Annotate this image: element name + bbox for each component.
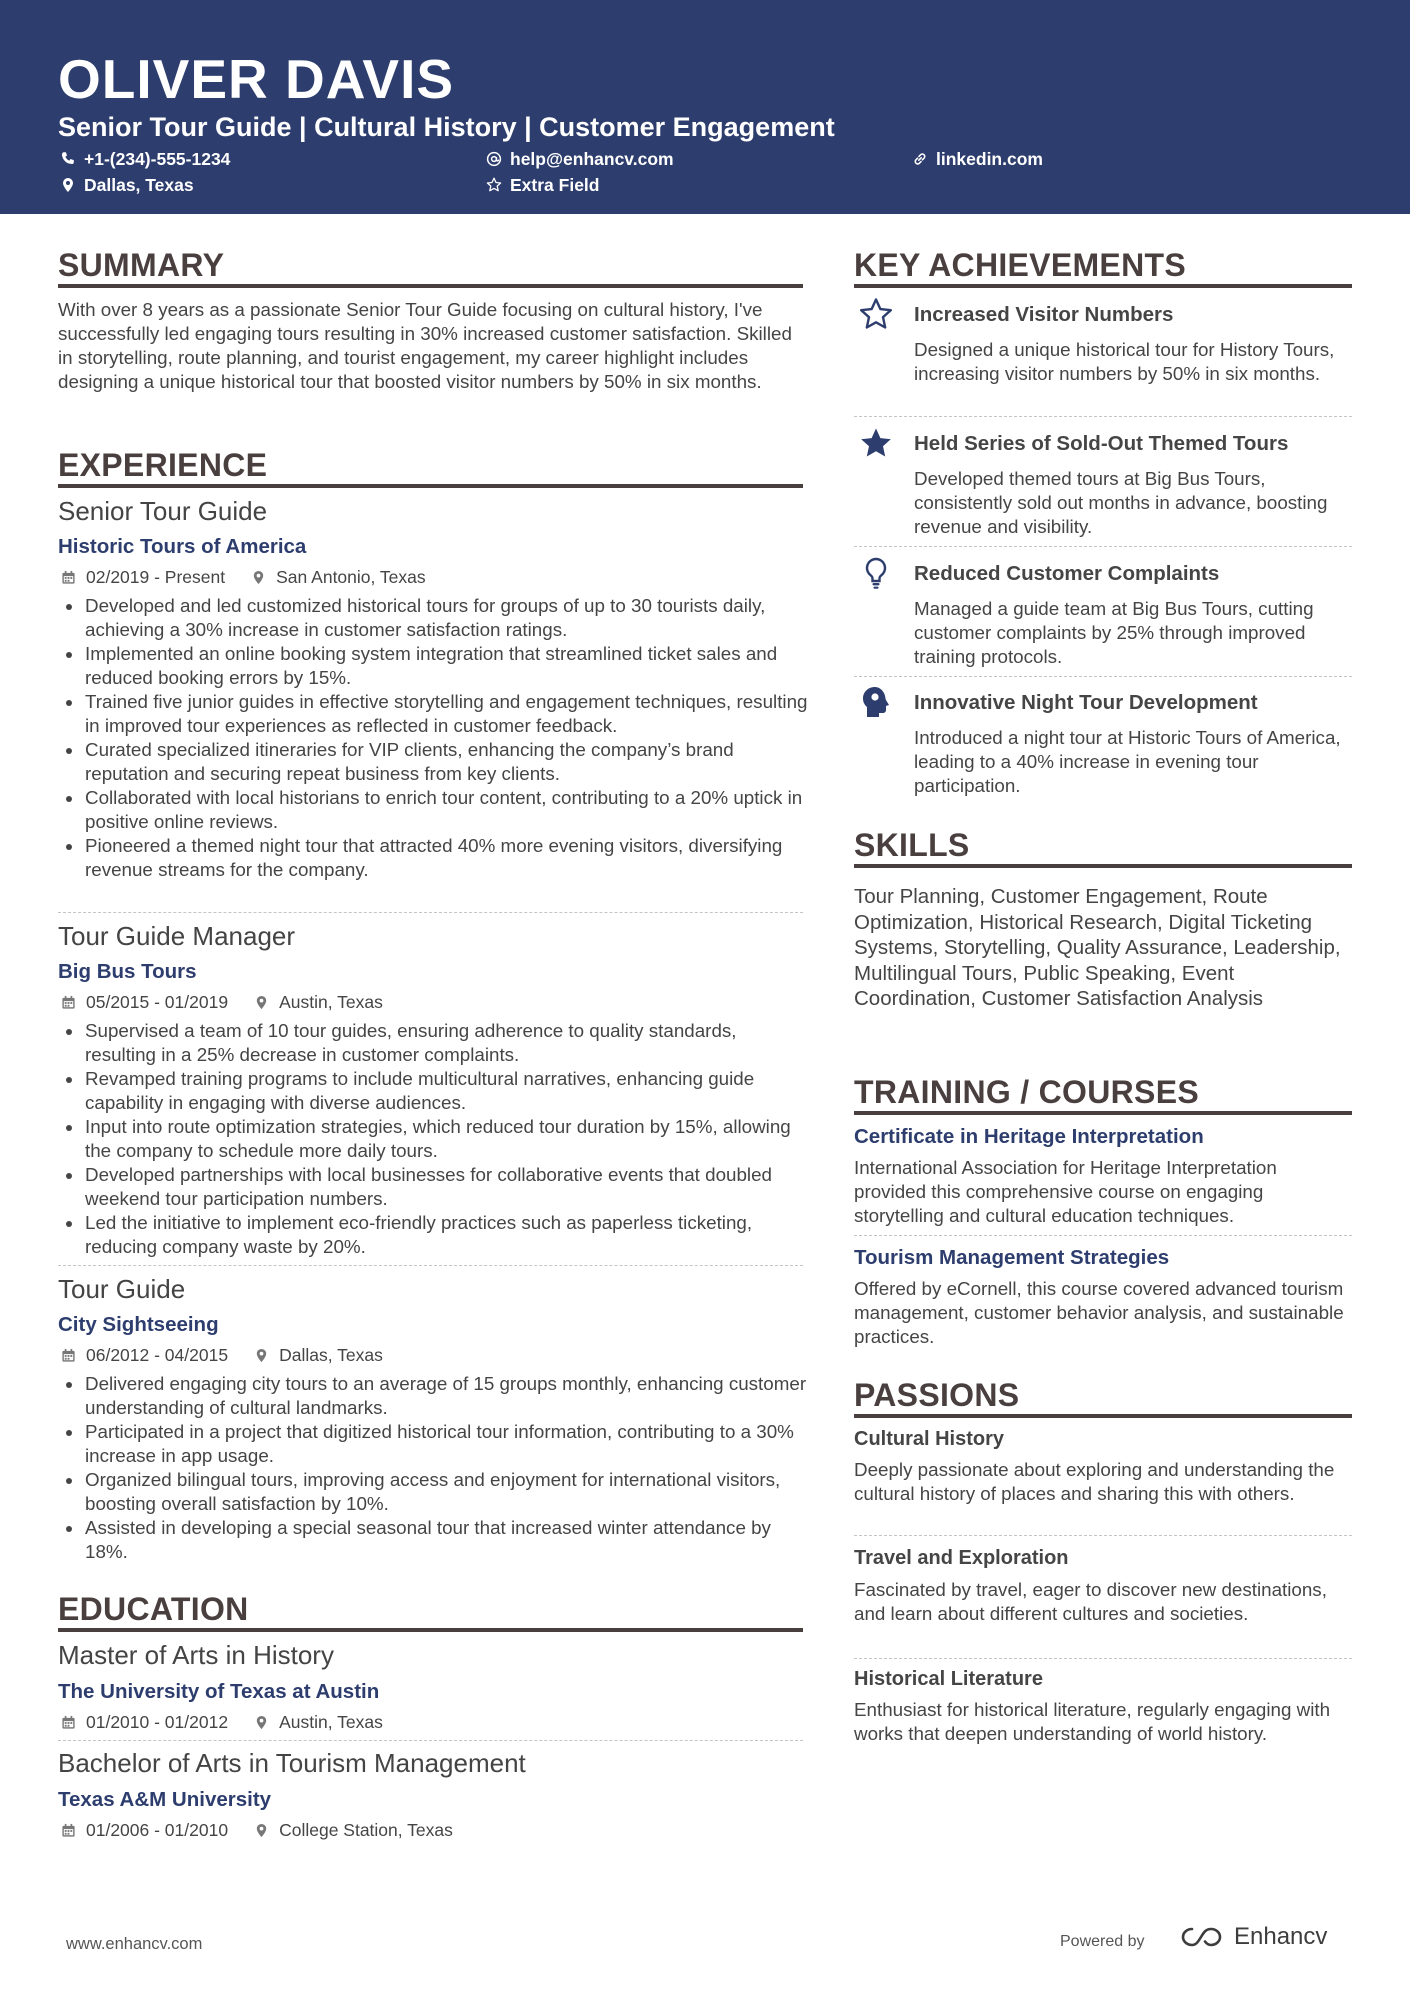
star-filled-icon xyxy=(858,425,894,461)
contact-location xyxy=(60,174,194,196)
contact-link-text: linkedin.com xyxy=(936,149,1043,169)
skills-rule xyxy=(854,864,1352,868)
location-pin-icon xyxy=(254,995,269,1010)
achievement-title: Innovative Night Tour Development xyxy=(914,691,1258,714)
divider xyxy=(854,1235,1352,1236)
job-role: Tour Guide xyxy=(58,1274,186,1304)
calendar-icon xyxy=(61,1823,76,1838)
star-outline-icon xyxy=(858,296,894,332)
list-item: Collaborated with local historians to enrich tour content, contributing to a 20% uptick in positive online reviews. xyxy=(58,786,810,834)
job-bullets xyxy=(58,1372,810,1564)
calendar-icon xyxy=(61,1348,76,1363)
footer-website-link[interactable]: www.enhancv.com xyxy=(66,1935,203,1953)
job-meta xyxy=(61,1344,383,1366)
achievement-text: Managed a guide team at Big Bus Tours, cutting customer complaints by 25% through improved training protocols. xyxy=(914,598,1314,667)
location-pin-icon xyxy=(254,1823,269,1838)
list-item: Developed and led customized historical tours for groups of up to 30 tourists daily, achieving a 30% increase in customer satisfaction ratings. xyxy=(58,594,810,642)
education-meta xyxy=(61,1819,453,1841)
job-meta xyxy=(61,566,426,588)
powered-by-label: Powered by xyxy=(1060,1933,1145,1950)
training-rule xyxy=(854,1111,1352,1115)
job-dates: 02/2019 - Present xyxy=(86,567,226,587)
education-rule xyxy=(58,1628,803,1632)
list-item: Delivered engaging city tours to an average of 15 groups monthly, enhancing customer understanding of cultural landmarks. xyxy=(58,1372,810,1420)
education-degree: Master of Arts in History xyxy=(58,1640,334,1670)
education-dates: 01/2006 - 01/2010 xyxy=(86,1820,229,1840)
job-location: Dallas, Texas xyxy=(279,1345,383,1365)
training-heading: TRAINING / COURSES xyxy=(854,1074,1199,1110)
list-item: Implemented an online booking system integration that streamlined ticket sales and reduced booking errors by 15%. xyxy=(58,642,810,690)
contact-email-text: help@enhancv.com xyxy=(510,149,674,169)
achievements-rule xyxy=(854,284,1352,288)
education-dates: 01/2010 - 01/2012 xyxy=(86,1712,229,1732)
contact-extra-text: Extra Field xyxy=(510,175,600,195)
passion-text: Fascinated by travel, eager to discover new destinations, and learn about different cultures and societies. xyxy=(854,1579,1327,1624)
enhancv-logo-icon xyxy=(1180,1925,1226,1949)
brand-name: Enhancv xyxy=(1234,1923,1328,1950)
summary-text: With over 8 years as a passionate Senior Tour Guide focusing on cultural history, I've successfully led engaging tours resulting in 30% increased customer satisfaction. Skilled in storytelling, route planning, and tourist engagement, my career highlight includes designing a unique historical tour that boosted visitor numbers by 50% in six months. xyxy=(58,299,792,392)
course-text: International Association for Heritage Interpretation provided this comprehensive course on engaging storytelling and cultural education techniques. xyxy=(854,1157,1277,1226)
passion-title: Cultural History xyxy=(854,1428,1005,1450)
education-degree: Bachelor of Arts in Tourism Management xyxy=(58,1748,526,1778)
star-outline-icon xyxy=(486,177,502,193)
achievement-title: Reduced Customer Complaints xyxy=(914,562,1220,585)
location-pin-icon xyxy=(254,1715,269,1730)
divider xyxy=(58,1740,803,1741)
job-company: City Sightseeing xyxy=(58,1313,219,1336)
education-location: Austin, Texas xyxy=(279,1712,383,1732)
education-school: The University of Texas at Austin xyxy=(58,1680,380,1703)
job-company: Big Bus Tours xyxy=(58,960,197,983)
lightbulb-icon xyxy=(858,555,894,591)
list-item: Participated in a project that digitized historical tour information, contributing to a 30% increase in app usage. xyxy=(58,1420,810,1468)
divider xyxy=(854,1658,1352,1659)
location-pin-icon xyxy=(254,1348,269,1363)
job-meta xyxy=(61,991,383,1013)
education-heading: EDUCATION xyxy=(58,1591,249,1627)
job-dates: 06/2012 - 04/2015 xyxy=(86,1345,229,1365)
divider xyxy=(58,1265,803,1266)
calendar-icon xyxy=(61,995,76,1010)
education-school: Texas A&M University xyxy=(58,1788,272,1811)
contact-phone-text: +1-(234)-555-1234 xyxy=(84,149,231,169)
calendar-icon xyxy=(61,1715,76,1730)
candidate-name: OLIVER DAVIS xyxy=(58,48,455,110)
job-role: Tour Guide Manager xyxy=(58,921,296,951)
passion-text: Deeply passionate about exploring and understanding the cultural history of places and sharing this with others. xyxy=(854,1459,1335,1504)
contact-link[interactable] xyxy=(912,148,1043,170)
achievements-heading: KEY ACHIEVEMENTS xyxy=(854,247,1186,283)
head-idea-icon xyxy=(858,684,894,720)
contact-phone[interactable] xyxy=(60,148,230,170)
experience-heading: EXPERIENCE xyxy=(58,447,268,483)
achievement-title: Increased Visitor Numbers xyxy=(914,303,1174,326)
skills-heading: SKILLS xyxy=(854,827,970,863)
list-item: Supervised a team of 10 tour guides, ensuring adherence to quality standards, resulting in a 25% decrease in customer complaints. xyxy=(58,1019,810,1067)
achievement-text: Designed a unique historical tour for History Tours, increasing visitor numbers by 50% in six months. xyxy=(914,339,1335,384)
divider xyxy=(854,676,1352,677)
experience-rule xyxy=(58,484,803,488)
skills-text: Tour Planning, Customer Engagement, Route Optimization, Historical Research, Digital Ticketing Systems, Storytelling, Quality Assurance, Leadership, Multilingual Tours, Public Speaking, Event Coordination, Customer Satisfaction Analysis xyxy=(854,885,1341,1010)
list-item: Developed partnerships with local businesses for collaborative events that doubled weekend tour participation numbers. xyxy=(58,1163,810,1211)
course-title: Tourism Management Strategies xyxy=(854,1246,1170,1269)
education-location: College Station, Texas xyxy=(279,1820,453,1840)
list-item: Input into route optimization strategies, which reduced tour duration by 15%, allowing the company to schedule more daily tours. xyxy=(58,1115,810,1163)
passions-heading: PASSIONS xyxy=(854,1377,1020,1413)
resume-header xyxy=(0,0,1410,214)
job-bullets xyxy=(58,594,810,882)
course-text: Offered by eCornell, this course covered advanced tourism management, customer behavior analysis, and sustainable practices. xyxy=(854,1278,1344,1347)
job-location: Austin, Texas xyxy=(279,992,383,1012)
passion-title: Historical Literature xyxy=(854,1668,1043,1690)
job-location: San Antonio, Texas xyxy=(276,567,426,587)
achievement-title: Held Series of Sold-Out Themed Tours xyxy=(914,432,1289,455)
passions-rule xyxy=(854,1414,1352,1418)
list-item: Assisted in developing a special seasonal tour that increased winter attendance by 18%. xyxy=(58,1516,810,1564)
achievement-text: Introduced a night tour at Historic Tours of America, leading to a 40% increase in evening tour participation. xyxy=(914,727,1341,796)
list-item: Curated specialized itineraries for VIP clients, enhancing the company’s brand reputation and securing repeat business from key clients. xyxy=(58,738,810,786)
list-item: Led the initiative to implement eco-friendly practices such as paperless ticketing, reducing company waste by 20%. xyxy=(58,1211,810,1259)
location-pin-icon xyxy=(251,570,266,585)
divider xyxy=(854,1535,1352,1536)
job-dates: 05/2015 - 01/2019 xyxy=(86,992,229,1012)
education-meta xyxy=(61,1711,383,1733)
calendar-icon xyxy=(61,570,76,585)
at-sign-icon xyxy=(486,151,502,167)
job-company: Historic Tours of America xyxy=(58,535,307,558)
job-role: Senior Tour Guide xyxy=(58,496,268,526)
brand-logo[interactable] xyxy=(1180,1922,1327,1952)
summary-rule xyxy=(58,284,803,288)
candidate-headline: Senior Tour Guide | Cultural History | Customer Engagement xyxy=(58,112,835,142)
contact-location-text: Dallas, Texas xyxy=(84,175,194,195)
divider xyxy=(854,546,1352,547)
link-icon xyxy=(912,151,928,167)
passion-text: Enthusiast for historical literature, regularly engaging with works that deepen understanding of world history. xyxy=(854,1699,1331,1744)
divider xyxy=(58,912,803,913)
phone-icon xyxy=(60,151,76,167)
list-item: Organized bilingual tours, improving access and enjoyment for international visitors, boosting overall satisfaction by 10%. xyxy=(58,1468,810,1516)
location-pin-icon xyxy=(60,177,76,193)
passion-title: Travel and Exploration xyxy=(854,1547,1069,1569)
list-item: Trained five junior guides in effective storytelling and engagement techniques, resulting in improved tour experiences as reflected in customer feedback. xyxy=(58,690,810,738)
contact-email[interactable] xyxy=(486,148,674,170)
course-title: Certificate in Heritage Interpretation xyxy=(854,1125,1204,1148)
job-bullets xyxy=(58,1019,810,1259)
achievement-text: Developed themed tours at Big Bus Tours, consistently sold out months in advance, boosting revenue and visibility. xyxy=(914,468,1328,537)
divider xyxy=(854,416,1352,417)
list-item: Pioneered a themed night tour that attracted 40% more evening visitors, diversifying revenue streams for the company. xyxy=(58,834,810,882)
list-item: Revamped training programs to include multicultural narratives, enhancing guide capability in engaging with diverse audiences. xyxy=(58,1067,810,1115)
contact-extra xyxy=(486,174,599,196)
summary-heading: SUMMARY xyxy=(58,247,225,283)
